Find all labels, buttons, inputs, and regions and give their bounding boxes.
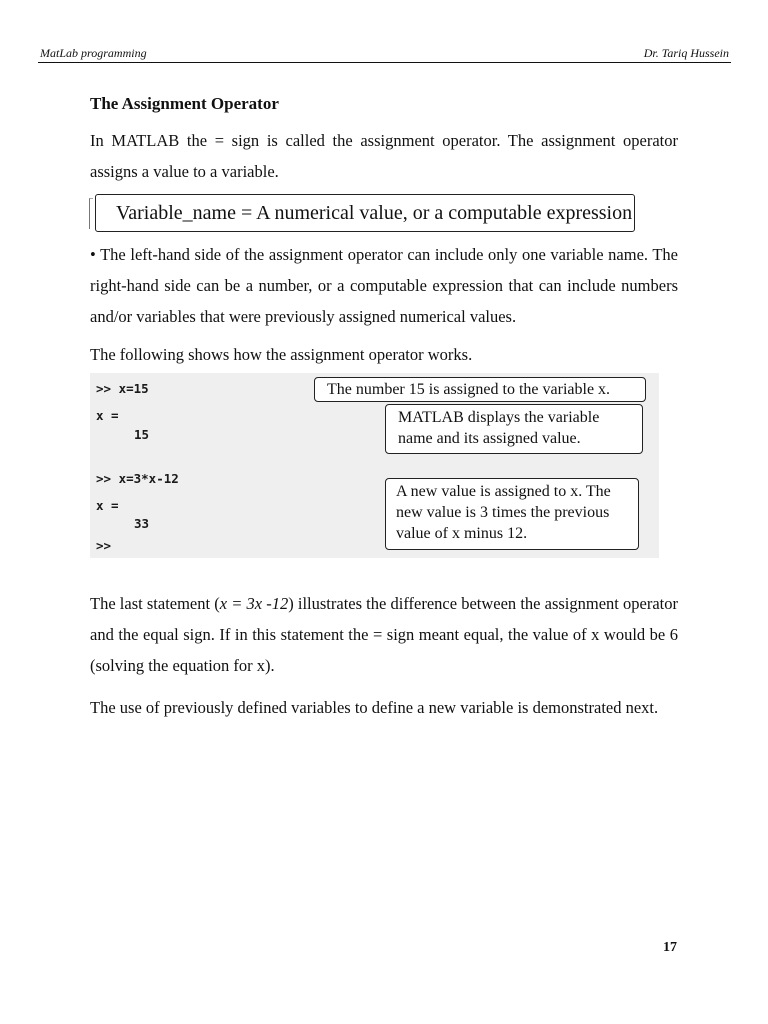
callout-display: MATLAB displays the variable name and its assigned value. (385, 404, 643, 454)
code-line: >> x=15 (96, 381, 149, 396)
code-line: 15 (134, 427, 150, 442)
code-line: >> x=3*x-12 (96, 471, 179, 486)
callout-new-value: A new value is assigned to x. The new value is 3 times the previous value of x minus 12. (385, 478, 639, 550)
callout-assign: The number 15 is assigned to the variable x. (314, 377, 646, 402)
main-content (90, 94, 678, 370)
explanation-expression: x = 3x -12 (219, 594, 289, 613)
code-line: x = (96, 408, 119, 423)
lead-in-paragraph: The following shows how the assignment operator works. (90, 345, 473, 364)
intro-paragraph: In MATLAB the = sign is called the assignment operator. The assignment operator assigns a value to a variable. (90, 131, 678, 181)
page-number: 17 (663, 940, 677, 955)
matlab-example-figure (90, 373, 659, 558)
code-line: 33 (134, 516, 150, 531)
header-course-title: MatLab programming (40, 46, 147, 60)
section-title: The Assignment Operator (90, 94, 279, 113)
explanation-paragraph (90, 588, 678, 681)
explanation-before: The last statement ( (90, 594, 220, 613)
rule-paragraph: • The left-hand side of the assignment operator can include only one variable name. The right-hand side can be a number, or a computable expression that can include numbers and/or variables that were previously assigned numerical values. (90, 245, 678, 326)
page-header (38, 46, 731, 63)
header-author: Dr. Tariq Hussein (643, 46, 729, 60)
code-line: >> (96, 538, 112, 553)
closing-paragraph: The use of previously defined variables to define a new variable is demonstrated next. (90, 698, 659, 717)
explanation-after: ) illustrates the difference between the assignment operator and the equal sign. If in this statement the = sign meant equal, the value of x would be 6 (solving the equation for x). (90, 594, 678, 675)
syntax-box: Variable_name = A numerical value, or a computable expression (95, 194, 635, 232)
code-line: x = (96, 498, 119, 513)
